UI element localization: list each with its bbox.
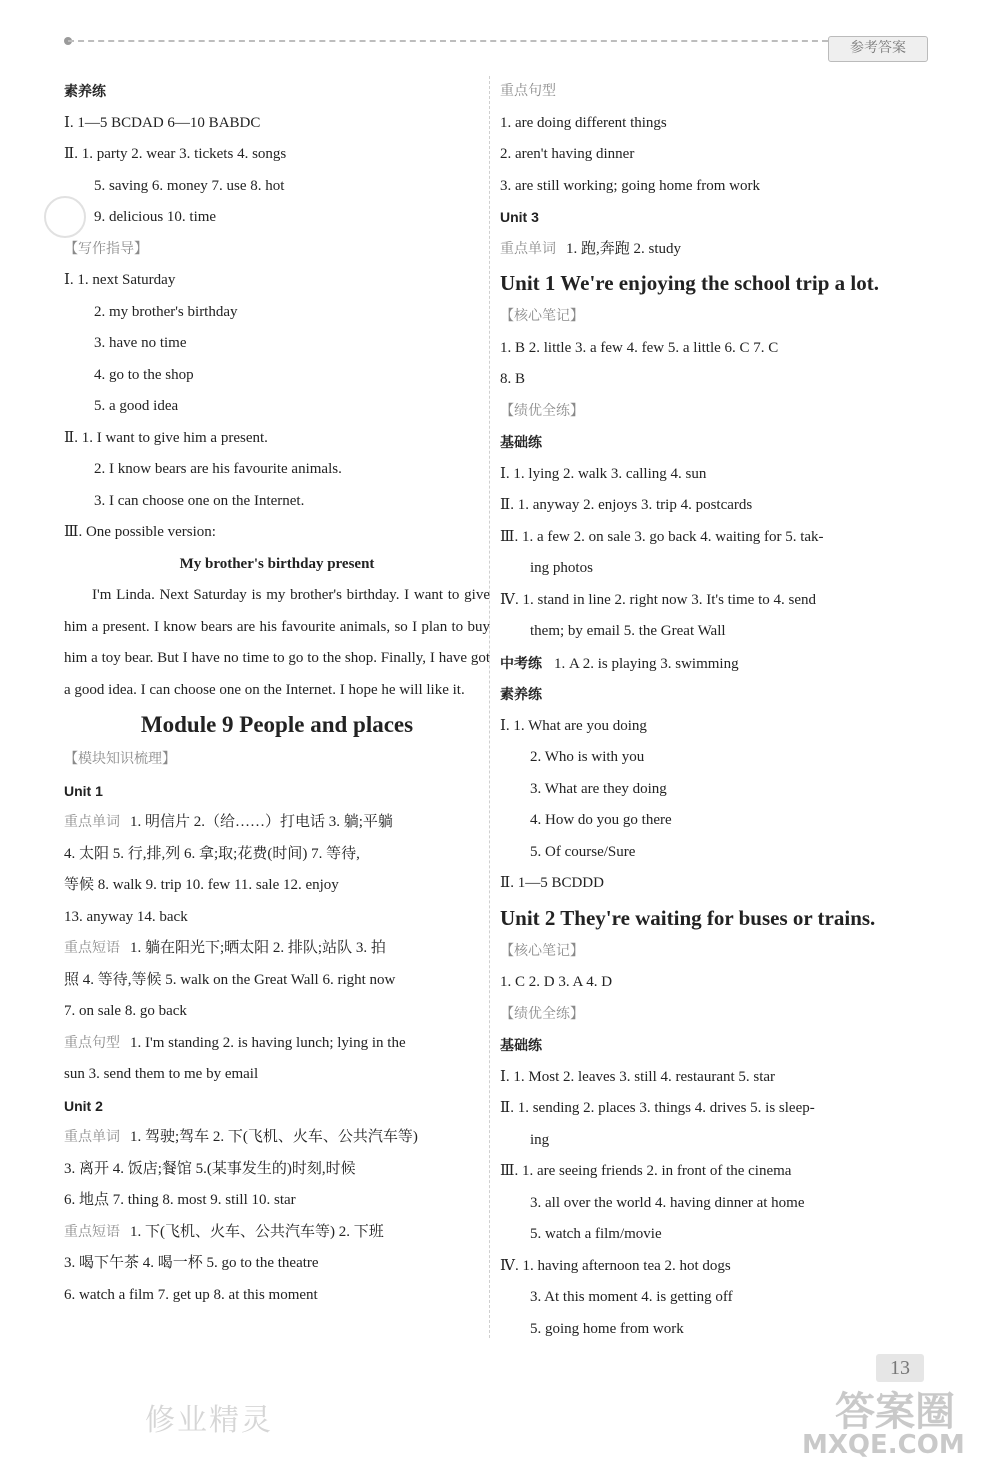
- row-text: 1. 跑,奔跑 2. study: [566, 240, 682, 257]
- answer-line: Ⅱ. 1—5 BCDDD: [500, 875, 604, 891]
- row-label: 中考练: [500, 654, 542, 671]
- answer-line: 3. are still working; going home from work: [500, 177, 760, 194]
- unit-title: Unit 1 We're enjoying the school trip a lot.: [500, 271, 879, 295]
- section-heading: 素养练: [500, 686, 542, 702]
- section-label: 【核心笔记】: [500, 942, 584, 959]
- answer-line: 3. have no time: [94, 335, 187, 351]
- row-text: 1. A 2. is playing 3. swimming: [554, 655, 739, 672]
- right-column: [500, 76, 932, 1345]
- row-text: 1. 躺在阳光下;晒太阳 2. 排队;站队 3. 拍: [130, 940, 386, 956]
- answer-line: 1. are doing different things: [500, 114, 667, 131]
- page-number: 13: [876, 1354, 924, 1382]
- row-text: 1. I'm standing 2. is having lunch; lying in the: [130, 1034, 406, 1051]
- answer-line: sun 3. send them to me by email: [64, 1066, 259, 1082]
- answer-line: 13. anyway 14. back: [64, 908, 188, 925]
- answer-line: Ⅰ. 1. What are you doing: [500, 717, 647, 734]
- row-text: 1. 明信片 2.（给……）打电话 3. 躺;平躺: [130, 814, 393, 830]
- module-title: Module 9 People and places: [140, 712, 414, 737]
- answer-line: 4. 太阳 5. 行,排,列 6. 拿;取;花费(时间) 7. 等待,: [64, 845, 360, 862]
- unit-heading: Unit 1: [64, 782, 103, 799]
- answer-line: 8. B: [500, 371, 526, 387]
- answer-line: 1. B 2. little 3. a few 4. few 5. a little 6. C 7. C: [500, 339, 779, 356]
- answer-line: [64, 1122, 490, 1154]
- answer-line: 9. delicious 10. time: [94, 209, 217, 225]
- answer-line: [64, 933, 490, 965]
- row-label: 重点单词: [64, 1129, 120, 1145]
- section-label: 【核心笔记】: [500, 308, 584, 324]
- answer-line: 3. 喝下午茶 4. 喝一杯 5. go to the theatre: [64, 1255, 319, 1271]
- answer-line: them; by email 5. the Great Wall: [530, 623, 726, 639]
- row-label: 重点单词: [500, 240, 556, 257]
- unit-heading: Unit 2: [64, 1097, 103, 1114]
- answer-key-tab: 参考答案: [828, 36, 928, 62]
- column-divider: [489, 76, 490, 1338]
- answer-line: ing: [530, 1131, 550, 1148]
- answer-line: Ⅰ. 1—5 BCDAD 6—10 BABDC: [64, 114, 261, 131]
- answer-line: 5. saving 6. money 7. use 8. hot: [94, 177, 285, 194]
- answer-line: Ⅱ. 1. sending 2. places 3. things 4. drives 5. is sleep-: [500, 1100, 815, 1116]
- answer-line: Ⅲ. 1. a few 2. on sale 3. go back 4. waiting for 5. tak-: [500, 528, 824, 545]
- section-label: 重点句型: [500, 83, 556, 99]
- section-label: 【模块知识梳理】: [64, 751, 176, 767]
- section-label: 【绩优全练】: [500, 402, 584, 419]
- answer-line: 4. go to the shop: [94, 366, 194, 383]
- unit-heading: Unit 3: [500, 209, 539, 225]
- row-label: 重点句型: [64, 1034, 120, 1051]
- answer-line: 5. going home from work: [530, 1320, 684, 1337]
- answer-line: 5. a good idea: [94, 398, 179, 414]
- composition-title: My brother's birthday present: [179, 555, 375, 572]
- answer-line: 2. aren't having dinner: [500, 146, 635, 162]
- answer-line: Ⅰ. 1. next Saturday: [64, 272, 176, 288]
- answer-line: 6. watch a film 7. get up 8. at this moment: [64, 1286, 318, 1303]
- answer-line: 2. I know bears are his favourite animals.: [94, 461, 342, 477]
- answer-line: 3. At this moment 4. is getting off: [530, 1289, 733, 1305]
- answer-line: 照 4. 等待,等候 5. walk on the Great Wall 6. right now: [64, 971, 396, 988]
- watermark-logo: 答案圈: [835, 1389, 955, 1435]
- answer-line: 5. watch a film/movie: [530, 1226, 662, 1242]
- answer-line: [500, 648, 932, 680]
- row-label: 重点短语: [64, 1223, 120, 1240]
- row-label: 重点短语: [64, 940, 120, 956]
- section-label: 【写作指导】: [64, 240, 148, 257]
- answer-line: Ⅰ. 1. lying 2. walk 3. calling 4. sun: [500, 465, 707, 482]
- watermark-url: MXQE.COM: [802, 1430, 965, 1460]
- answer-line: 3. I can choose one on the Internet.: [94, 492, 305, 509]
- answer-line: 4. How do you go there: [530, 812, 672, 828]
- answer-line: Ⅲ. 1. are seeing friends 2. in front of the cinema: [500, 1163, 792, 1179]
- section-heading: 素养练: [64, 83, 106, 99]
- section-heading: 基础练: [500, 1037, 542, 1053]
- answer-line: [64, 1217, 490, 1249]
- answer-line: Ⅰ. 1. Most 2. leaves 3. still 4. restaurant 5. star: [500, 1068, 776, 1085]
- answer-line: [500, 234, 932, 266]
- answer-line: 1. C 2. D 3. A 4. D: [500, 974, 613, 990]
- answer-line: 6. 地点 7. thing 8. most 9. still 10. star: [64, 1192, 296, 1208]
- answer-line: 7. on sale 8. go back: [64, 1003, 187, 1019]
- answer-line: Ⅱ. 1. I want to give him a present.: [64, 429, 268, 446]
- answer-line: 等候 8. walk 9. trip 10. few 11. sale 12. enjoy: [64, 877, 339, 893]
- answer-line: 3. all over the world 4. having dinner at home: [530, 1194, 805, 1211]
- header-rule: [68, 40, 828, 42]
- answer-line: 3. 离开 4. 饭店;餐馆 5.(某事发生的)时刻,时候: [64, 1160, 356, 1177]
- answer-line: Ⅲ. One possible version:: [64, 524, 216, 540]
- answer-line: [64, 1028, 490, 1060]
- row-text: 1. 驾驶;驾车 2. 下(飞机、火车、公共汽车等): [130, 1129, 418, 1145]
- answer-line: 2. my brother's birthday: [94, 303, 238, 320]
- answer-line: Ⅳ. 1. having afternoon tea 2. hot dogs: [500, 1257, 731, 1274]
- section-heading: 基础练: [500, 434, 542, 450]
- answer-line: 3. What are they doing: [530, 780, 667, 797]
- answer-line: Ⅳ. 1. stand in line 2. right now 3. It's time to 4. send: [500, 591, 816, 608]
- row-label: 重点单词: [64, 814, 120, 830]
- answer-line: [64, 807, 490, 839]
- answer-line: Ⅱ. 1. anyway 2. enjoys 3. trip 4. postcards: [500, 497, 753, 513]
- unit-title: Unit 2 They're waiting for buses or trains.: [500, 905, 876, 930]
- section-label: 【绩优全练】: [500, 1005, 584, 1022]
- row-text: 1. 下(飞机、火车、公共汽车等) 2. 下班: [130, 1223, 384, 1240]
- composition-body: I'm Linda. Next Saturday is my brother's birthday. I want to give him a present. I know bears are his favourite animals, so I plan to buy him a toy bear. But I have no time to go to the shop. Finally, I have got a good idea. I can choose one on the Internet. I hope he will like it.: [64, 587, 490, 698]
- answer-line: ing photos: [530, 560, 593, 576]
- answer-line: 5. Of course/Sure: [530, 843, 636, 860]
- answer-line: Ⅱ. 1. party 2. wear 3. tickets 4. songs: [64, 146, 287, 162]
- answer-line: 2. Who is with you: [530, 749, 645, 765]
- left-column: [64, 76, 490, 1311]
- watermark-text: 修业精灵: [145, 1404, 273, 1437]
